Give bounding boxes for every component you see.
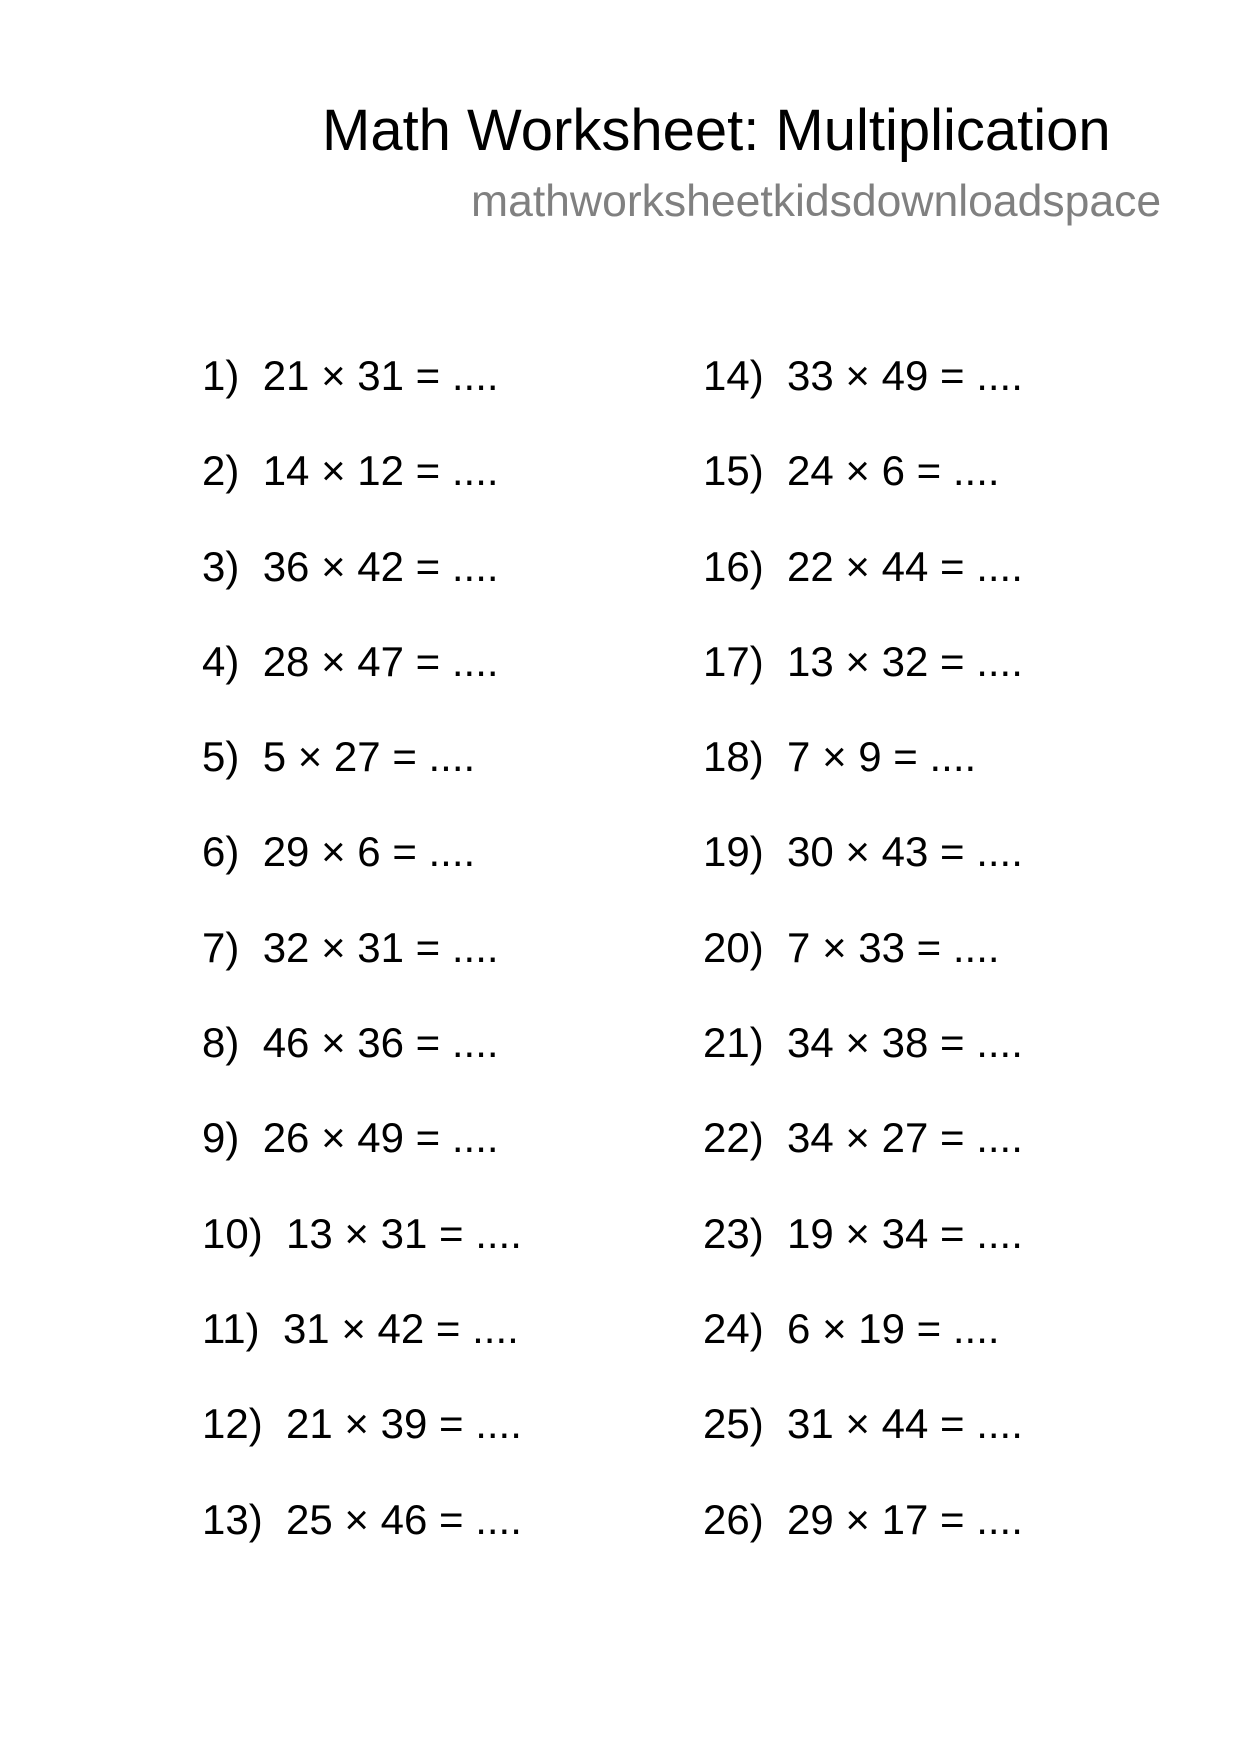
problem-number: 17) (703, 637, 764, 685)
problem-expression: 34 × 27 = .... (787, 1114, 1023, 1162)
problems-column-left (202, 350, 522, 1589)
problem-13 (202, 1494, 522, 1589)
problem-expression: 33 × 49 = .... (787, 352, 1023, 399)
problem-expression: 34 × 38 = .... (787, 1019, 1023, 1067)
problem-expression: 24 × 6 = .... (787, 447, 1000, 495)
problem-1 (202, 350, 522, 445)
problem-expression: 7 × 33 = .... (787, 923, 1000, 971)
problem-number: 4) (202, 637, 240, 685)
problem-number: 10) (202, 1209, 263, 1257)
problem-expression: 36 × 42 = .... (262, 542, 499, 590)
problem-expression: 31 × 42 = .... (282, 1304, 519, 1352)
problem-expression: 30 × 43 = .... (787, 828, 1023, 876)
problem-number: 14) (703, 352, 764, 399)
problem-number: 8) (202, 1019, 240, 1067)
problem-number: 21) (703, 1019, 764, 1067)
problem-21 (703, 1017, 1023, 1112)
problem-expression: 14 × 12 = .... (262, 447, 499, 495)
problem-17 (703, 636, 1023, 731)
problem-4 (202, 636, 522, 731)
problem-number: 26) (703, 1495, 764, 1543)
worksheet-source: mathworksheetkidsdownloadspace (471, 177, 1162, 226)
problem-25 (703, 1398, 1023, 1493)
problem-24 (703, 1303, 1023, 1398)
problem-number: 2) (202, 447, 240, 495)
problem-12 (202, 1398, 522, 1493)
problem-7 (202, 922, 522, 1017)
problem-expression: 29 × 17 = .... (787, 1495, 1023, 1543)
problem-20 (703, 922, 1023, 1017)
problem-11 (202, 1303, 522, 1398)
problem-number: 23) (703, 1209, 764, 1257)
problem-26 (703, 1494, 1023, 1589)
problem-number: 25) (703, 1400, 764, 1448)
problem-number: 3) (202, 542, 240, 590)
problem-number: 12) (202, 1400, 263, 1448)
problem-expression: 32 × 31 = .... (262, 923, 499, 971)
problem-number: 9) (202, 1114, 240, 1162)
problem-2 (202, 445, 522, 540)
problem-3 (202, 541, 522, 636)
problem-expression: 31 × 44 = .... (787, 1400, 1023, 1448)
problem-expression: 13 × 31 = .... (286, 1209, 522, 1257)
problem-number: 16) (703, 542, 764, 590)
problem-number: 13) (202, 1495, 263, 1543)
problem-expression: 25 × 46 = .... (286, 1495, 522, 1543)
problem-16 (703, 541, 1023, 636)
problem-expression: 5 × 27 = .... (262, 733, 476, 781)
problem-expression: 22 × 44 = .... (787, 542, 1023, 590)
problem-expression: 46 × 36 = .... (262, 1019, 499, 1067)
problem-expression: 28 × 47 = .... (262, 637, 499, 685)
problem-number: 6) (202, 828, 240, 876)
problem-expression: 13 × 32 = .... (787, 637, 1023, 685)
problem-expression: 21 × 39 = .... (286, 1400, 522, 1448)
problem-number: 24) (703, 1304, 764, 1352)
problem-number: 18) (703, 733, 764, 781)
problem-15 (703, 445, 1023, 540)
problem-expression: 7 × 9 = .... (787, 733, 977, 781)
problem-14 (703, 350, 1023, 445)
problem-number: 15) (703, 447, 764, 495)
problem-5 (202, 731, 522, 826)
problem-expression: 21 × 31 = .... (262, 352, 499, 399)
problem-22 (703, 1112, 1023, 1207)
problem-6 (202, 826, 522, 921)
problem-23 (703, 1208, 1023, 1303)
problems-column-right (703, 350, 1023, 1589)
problem-9 (202, 1112, 522, 1207)
problem-number: 11) (202, 1304, 260, 1352)
problem-number: 20) (703, 923, 764, 971)
problem-number: 1) (202, 352, 240, 399)
problem-18 (703, 731, 1023, 826)
problem-number: 5) (202, 733, 240, 781)
problem-number: 22) (703, 1114, 764, 1162)
problem-number: 19) (703, 828, 764, 876)
problem-expression: 19 × 34 = .... (787, 1209, 1023, 1257)
worksheet-title: Math Worksheet: Multiplication (322, 98, 1111, 163)
problem-expression: 6 × 19 = .... (787, 1304, 1000, 1352)
problem-expression: 26 × 49 = .... (262, 1114, 499, 1162)
problem-19 (703, 826, 1023, 921)
problem-number: 7) (202, 923, 240, 971)
problem-expression: 29 × 6 = .... (262, 828, 476, 876)
problem-10 (202, 1208, 522, 1303)
problem-8 (202, 1017, 522, 1112)
